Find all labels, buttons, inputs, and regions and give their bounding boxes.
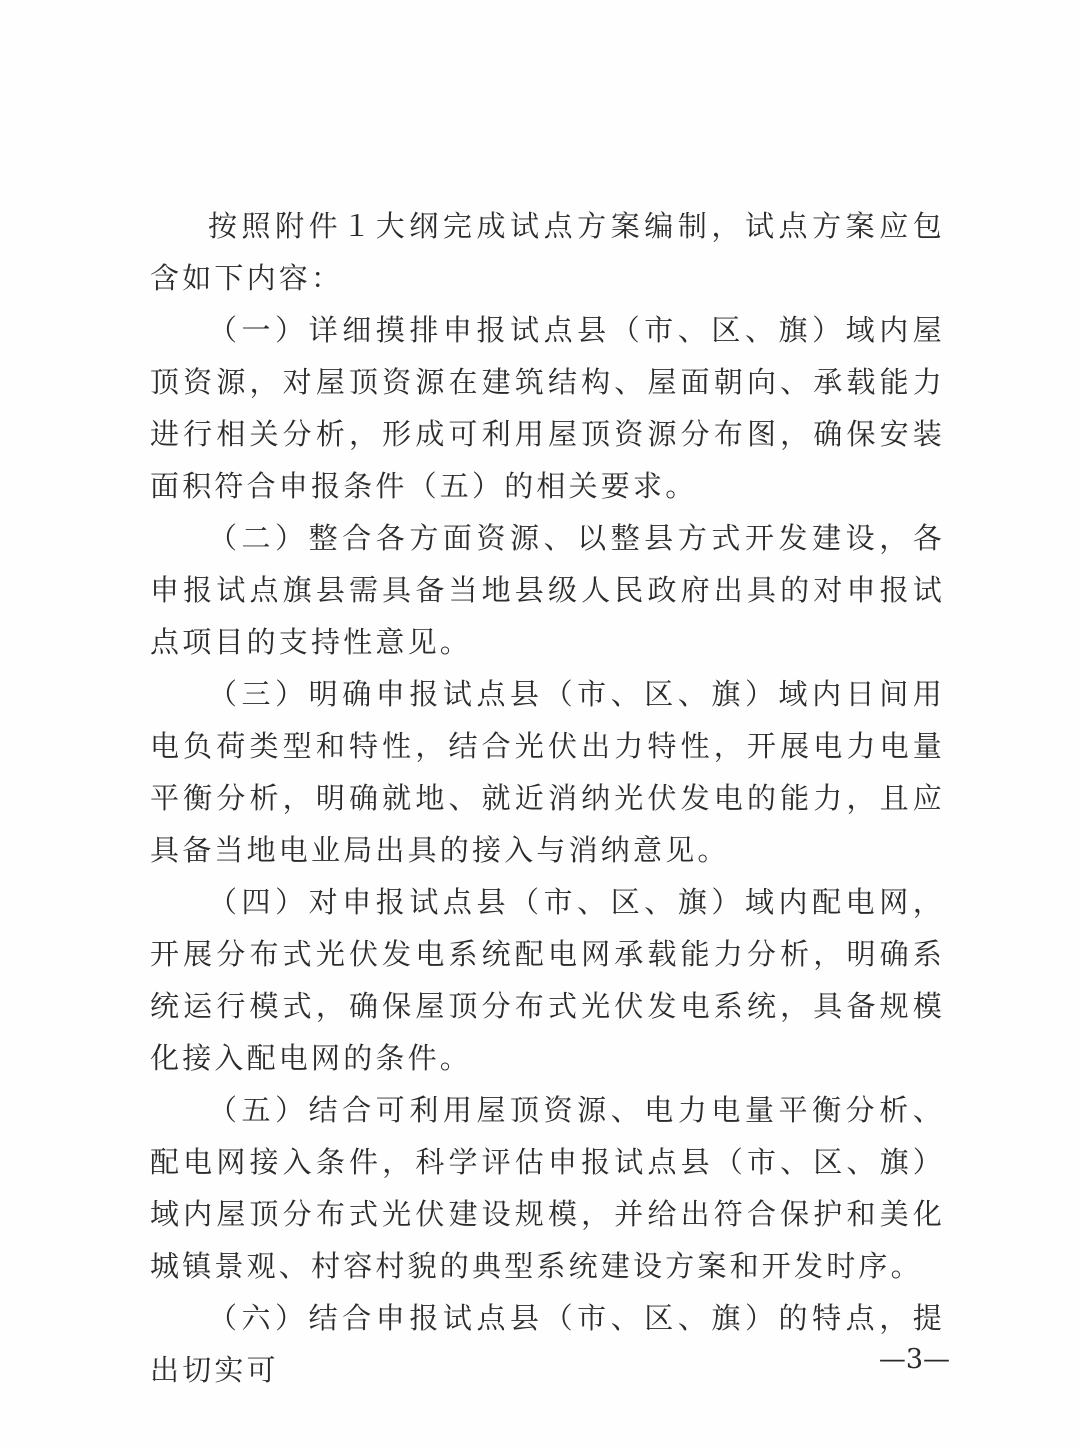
paragraph-item-3: （三）明确申报试点县（市、区、旗）域内日间用电负荷类型和特性，结合光伏出力特性，开展电力电量平衡分析，明确就地、就近消纳光伏发电的能力，且应具备当地电业局出具的接入与消纳意见。 [150, 677, 945, 867]
paragraph-item-2: （二）整合各方面资源、以整县方式开发建设，各申报试点旗县需具备当地县级人民政府出具的对申报试点项目的支持性意见。 [150, 521, 945, 659]
paragraph-item-4: （四）对申报试点县（市、区、旗）域内配电网，开展分布式光伏发电系统配电网承载能力分析，明确系统运行模式，确保屋顶分布式光伏发电系统，具备规模化接入配电网的条件。 [150, 885, 945, 1075]
paragraph-item-6: （六）结合申报试点县（市、区、旗）的特点，提出切实可 [150, 1301, 945, 1387]
paragraph-item-5: （五）结合可利用屋顶资源、电力电量平衡分析、配电网接入条件，科学评估申报试点县（市、区、旗）域内屋顶分布式光伏建设规模，并给出符合保护和美化城镇景观、村容村貌的典型系统建设方案和开发时序。 [150, 1093, 945, 1283]
paragraph-item-1: （一）详细摸排申报试点县（市、区、旗）域内屋顶资源，对屋顶资源在建筑结构、屋面朝向、承载能力进行相关分析，形成可利用屋顶资源分布图，确保安装面积符合申报条件（五）的相关要求。 [150, 313, 945, 503]
page-number: —3— [878, 1344, 950, 1375]
paragraph-intro: 按照附件１大纲完成试点方案编制，试点方案应包含如下内容： [150, 209, 945, 295]
body-text [150, 200, 945, 1396]
